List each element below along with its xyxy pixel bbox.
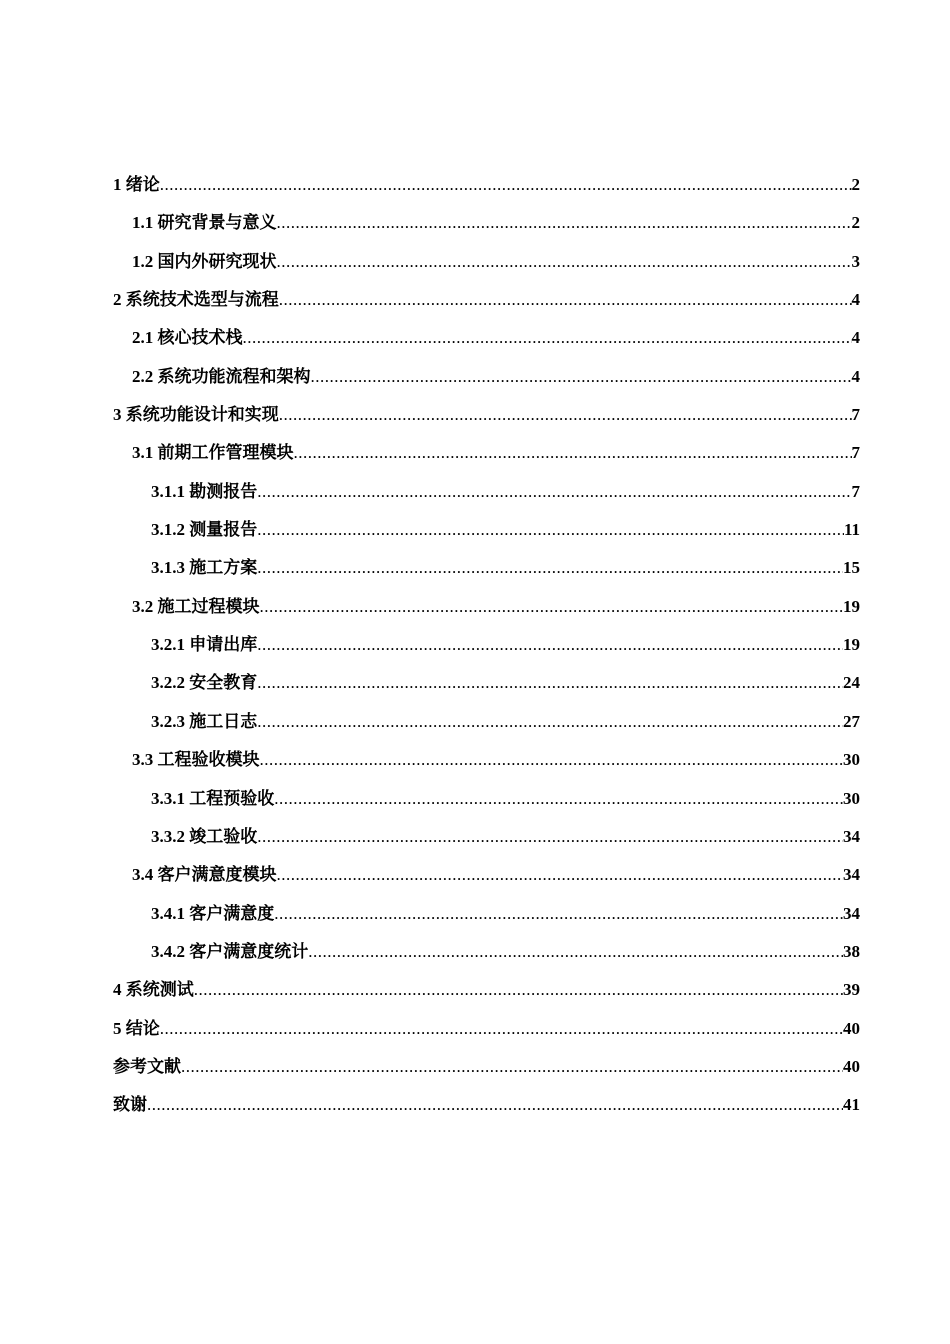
toc-entry-page: 2 bbox=[851, 175, 860, 194]
toc-entry-page: 39 bbox=[843, 980, 860, 1000]
toc-entry-title: 3.1.1 勘测报告 bbox=[151, 481, 258, 501]
toc-entry-page: 11 bbox=[843, 520, 860, 540]
toc-entry-title: 致谢 bbox=[113, 1095, 147, 1115]
toc-dot-leader bbox=[257, 549, 843, 587]
toc-entry-title: 3.2 施工过程模块 bbox=[132, 596, 260, 616]
toc-entry-3-3[interactable] bbox=[113, 741, 860, 779]
toc-entry-5[interactable] bbox=[113, 1010, 860, 1048]
toc-entry-title: 1.1 研究背景与意义 bbox=[132, 213, 277, 233]
toc-entry-title: 2.2 系统功能流程和架构 bbox=[132, 366, 311, 386]
toc-dot-leader bbox=[274, 895, 843, 933]
toc-entry-title: 4 系统测试 bbox=[113, 980, 194, 1000]
toc-dot-leader bbox=[243, 319, 852, 357]
toc-entry-3[interactable] bbox=[113, 396, 860, 434]
toc-dot-leader bbox=[257, 626, 843, 664]
toc-dot-leader bbox=[311, 358, 852, 396]
toc-dot-leader bbox=[260, 741, 844, 779]
toc-entry-3-4[interactable] bbox=[113, 856, 860, 894]
toc-dot-leader bbox=[279, 396, 852, 434]
toc-entry-page: 40 bbox=[843, 1056, 860, 1076]
toc-entry-1-1[interactable] bbox=[113, 204, 860, 242]
toc-entry-page: 24 bbox=[843, 673, 860, 693]
toc-entry-page: 4 bbox=[851, 328, 860, 348]
toc-entry-2-1[interactable] bbox=[113, 319, 860, 357]
toc-dot-leader bbox=[260, 588, 844, 626]
toc-dot-leader bbox=[194, 971, 843, 1009]
toc-entry-references[interactable] bbox=[113, 1048, 860, 1086]
toc-dot-leader bbox=[277, 856, 844, 894]
toc-entry-title: 3.4.2 客户满意度统计 bbox=[151, 941, 309, 961]
toc-entry-3-2[interactable] bbox=[113, 588, 860, 626]
toc-entry-title: 3.1.3 施工方案 bbox=[151, 558, 258, 578]
toc-dot-leader bbox=[147, 1086, 843, 1124]
toc-dot-leader bbox=[181, 1048, 843, 1086]
toc-dot-leader bbox=[279, 281, 852, 319]
toc-entry-1[interactable] bbox=[113, 166, 860, 204]
toc-entry-title: 3.1.2 测量报告 bbox=[151, 520, 258, 540]
toc-entry-3-1-1[interactable] bbox=[113, 473, 860, 511]
toc-entry-page: 3 bbox=[851, 251, 860, 271]
toc-entry-page: 34 bbox=[843, 826, 860, 846]
toc-entry-page: 19 bbox=[843, 635, 860, 655]
toc-entry-1-2[interactable] bbox=[113, 243, 860, 281]
toc-entry-3-4-1[interactable] bbox=[113, 895, 860, 933]
toc-entry-3-4-2[interactable] bbox=[113, 933, 860, 971]
toc-entry-page: 15 bbox=[843, 558, 860, 578]
toc-entry-page: 7 bbox=[851, 443, 860, 463]
toc-entry-page: 19 bbox=[843, 596, 860, 616]
toc-entry-title: 5 结论 bbox=[113, 1018, 160, 1038]
toc-entry-title: 3.4.1 客户满意度 bbox=[151, 903, 275, 923]
toc-entry-3-3-2[interactable] bbox=[113, 818, 860, 856]
toc-entry-3-1-2[interactable] bbox=[113, 511, 860, 549]
toc-entry-title: 3.2.2 安全教育 bbox=[151, 673, 258, 693]
toc-dot-leader bbox=[257, 511, 844, 549]
toc-entry-page: 4 bbox=[851, 290, 860, 310]
toc-entry-title: 3.2.3 施工日志 bbox=[151, 711, 258, 731]
toc-entry-page: 7 bbox=[851, 481, 860, 501]
toc-entry-3-2-2[interactable] bbox=[113, 664, 860, 702]
toc-entry-title: 3.3 工程验收模块 bbox=[132, 750, 260, 770]
toc-entry-3-2-1[interactable] bbox=[113, 626, 860, 664]
toc-entry-2[interactable] bbox=[113, 281, 860, 319]
toc-entry-page: 41 bbox=[843, 1095, 860, 1115]
toc-entry-3-1-3[interactable] bbox=[113, 549, 860, 587]
toc-entry-title: 3.2.1 申请出库 bbox=[151, 635, 258, 655]
toc-entry-page: 34 bbox=[843, 903, 860, 923]
toc-entry-title: 3 系统功能设计和实现 bbox=[113, 405, 279, 425]
toc-entry-page: 34 bbox=[843, 865, 860, 885]
toc-entry-title: 3.3.2 竣工验收 bbox=[151, 826, 258, 846]
toc-entry-3-3-1[interactable] bbox=[113, 780, 860, 818]
toc-dot-leader bbox=[160, 1010, 843, 1048]
toc-entry-title: 3.1 前期工作管理模块 bbox=[132, 443, 294, 463]
toc-dot-leader bbox=[308, 933, 843, 971]
toc-dot-leader bbox=[160, 166, 852, 204]
toc-entry-page: 27 bbox=[843, 711, 860, 731]
toc-entry-4[interactable] bbox=[113, 971, 860, 1009]
toc-entry-page: 7 bbox=[851, 405, 860, 425]
toc-entry-page: 38 bbox=[843, 941, 860, 961]
toc-dot-leader bbox=[257, 664, 843, 702]
toc-entry-title: 3.4 客户满意度模块 bbox=[132, 865, 277, 885]
toc-entry-title: 1.2 国内外研究现状 bbox=[132, 251, 277, 271]
toc-entry-page: 30 bbox=[843, 788, 860, 808]
toc-dot-leader bbox=[277, 204, 852, 242]
toc-dot-leader bbox=[257, 473, 851, 511]
toc-entry-title: 3.3.1 工程预验收 bbox=[151, 788, 275, 808]
toc-entry-page: 2 bbox=[851, 213, 860, 233]
toc-entry-2-2[interactable] bbox=[113, 358, 860, 396]
table-of-contents bbox=[113, 166, 860, 1125]
toc-entry-title: 参考文献 bbox=[113, 1056, 181, 1076]
toc-entry-acknowledgements[interactable] bbox=[113, 1086, 860, 1124]
toc-dot-leader bbox=[274, 780, 843, 818]
toc-entry-title: 2.1 核心技术栈 bbox=[132, 328, 243, 348]
toc-entry-page: 30 bbox=[843, 750, 860, 770]
toc-entry-title: 2 系统技术选型与流程 bbox=[113, 290, 279, 310]
toc-entry-page: 40 bbox=[843, 1018, 860, 1038]
toc-dot-leader bbox=[257, 703, 843, 741]
toc-dot-leader bbox=[294, 434, 852, 472]
toc-dot-leader bbox=[277, 243, 852, 281]
toc-entry-3-1[interactable] bbox=[113, 434, 860, 472]
toc-dot-leader bbox=[257, 818, 843, 856]
toc-entry-3-2-3[interactable] bbox=[113, 703, 860, 741]
toc-entry-page: 4 bbox=[851, 366, 860, 386]
toc-entry-title: 1 绪论 bbox=[113, 175, 160, 194]
